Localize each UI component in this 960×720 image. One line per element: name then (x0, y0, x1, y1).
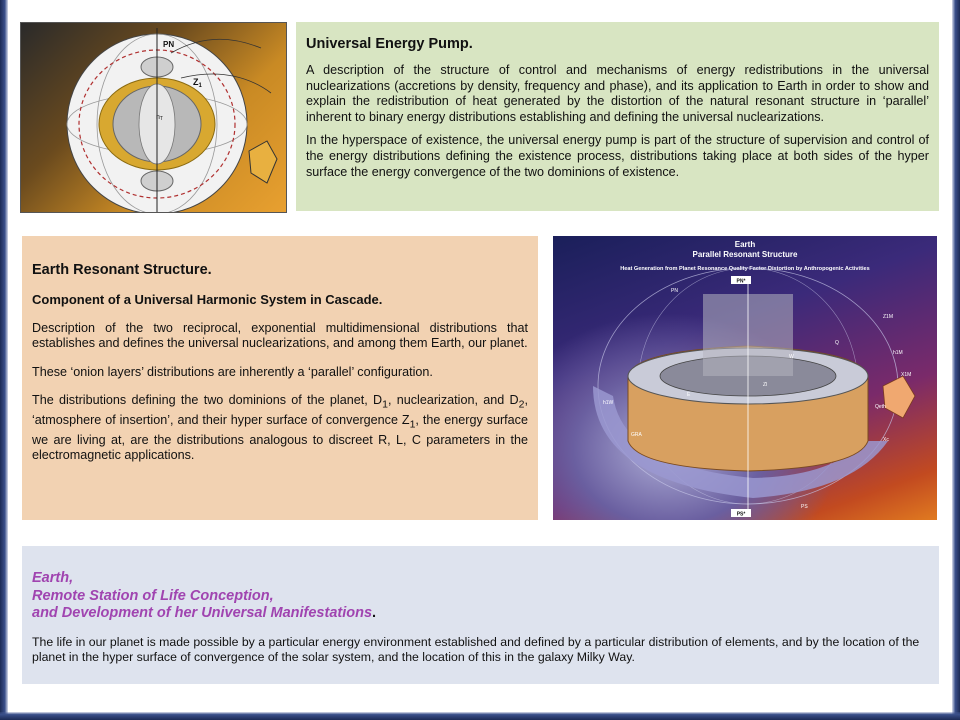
energy-pump-diagram (20, 22, 287, 213)
figure-label-ps-bottom: PS* (736, 511, 746, 518)
figure-label-e: E (687, 392, 691, 398)
earth-life-title-line-3-text: and Development of her Universal Manifestations (32, 605, 373, 621)
figure-label-x1m: X1M (901, 372, 912, 378)
earth-resonant-title: Earth Resonant Structure. (32, 262, 212, 278)
figure-label-zl: Zl (763, 382, 768, 388)
p3-sub-d1: 1 (382, 398, 388, 411)
earth-resonant-paragraph-3 (32, 393, 528, 464)
pump-label-n-sub: T (159, 116, 163, 122)
figure-title-2: Parallel Resonant Structure (692, 250, 798, 259)
p3-sub-d2: 2 (518, 398, 525, 411)
earth-life-title-line-1: Earth, (32, 570, 74, 586)
figure-label-ps: PS (801, 504, 808, 510)
energy-pump-panel (296, 22, 939, 211)
figure-subtitle: Heat Generation from Planet Resonance Quality Factor Distortion by Anthropogenic Activities (620, 266, 870, 272)
earth-resonant-paragraph-1: Description of the two reciprocal, exponential multidimensional distributions that establishes and defines the universal nuclearizations, and among them Earth, our planet. (32, 321, 528, 351)
figure-label-q: Q (835, 340, 839, 346)
earth-life-title-period: . (372, 605, 377, 621)
energy-pump-title: Universal Energy Pump. (306, 36, 473, 52)
pump-label-n-main: n (156, 114, 160, 121)
figure-label-qeth: Qeth (875, 404, 886, 410)
p3-text-a: The distributions defining the two dominions of the planet, D (32, 393, 383, 408)
earth-resonant-svg (553, 236, 937, 520)
earth-life-paragraph: The life in our planet is made possible by a particular energy environment established and defined by a particular distribution of elements, and by the location of the planet in the hyper surface of convergence of the solar system, and the location of this in the galaxy Milky Way. (32, 634, 920, 665)
earth-life-panel (22, 546, 939, 684)
energy-pump-svg (21, 23, 287, 213)
earth-life-title-line-3 (32, 605, 929, 623)
p3-text-d: , the energy surface we are living at, are the distributions analogous to discreet R, L, C parameters in the electromagnetic applications. (32, 413, 528, 463)
pump-label-z1-main: Z (193, 77, 199, 87)
earth-life-title (32, 570, 929, 623)
p3-text-c: , ‘atmosphere of insertion’, and their hyper surface of convergence Z (32, 393, 528, 428)
earth-resonant-panel (22, 236, 538, 520)
bottom-frame-edge (0, 712, 960, 720)
pump-label-z1-sub: 1 (198, 83, 202, 89)
energy-pump-paragraph-2: In the hyperspace of existence, the universal energy pump is part of the structure of supervision and control of the energy distributions defining the existence process, distributions taking place at both sides of the hyper surface the energy convergence of the two dominions of existence. (306, 133, 929, 179)
pump-label-n (156, 114, 163, 122)
p3-sub-z1: 1 (409, 418, 416, 431)
earth-resonant-subtitle: Component of a Universal Harmonic System in Cascade. (32, 292, 383, 307)
figure-title-1: Earth (734, 240, 756, 249)
p3-text-b: , nuclearization, and D (387, 393, 519, 408)
pump-label-pn: PN (163, 40, 175, 49)
energy-pump-paragraph-1: A description of the structure of control and mechanisms of energy redistributions in the universal nuclearizations (accretions by density, frequency and phase), and its application to Earth in order to show and explain the redistribution of heat generated by the distortion of the natural resonant structure in ‘parallel’ inherent to binary energy distributions establishing and defining the universal nuclearizations. (306, 63, 929, 124)
right-frame-edge (952, 0, 960, 720)
figure-label-pn: PN (671, 288, 678, 294)
earth-life-title-line-2: Remote Station of Life Conception, (32, 587, 274, 604)
figure-label-gra: GRA (631, 432, 642, 438)
figure-label-h1m: h1M (893, 350, 903, 356)
figure-label-h1w: h1W (603, 400, 614, 406)
left-frame-edge (0, 0, 8, 720)
earth-resonant-figure (553, 236, 937, 520)
figure-arrow-icon (883, 376, 915, 418)
pump-arrow-icon (249, 141, 277, 183)
figure-label-xc: Xc (883, 437, 889, 443)
earth-resonant-paragraph-2: These ‘onion layers’ distributions are inherently a ‘parallel’ configuration. (32, 364, 433, 379)
figure-label-w: W (789, 354, 794, 360)
figure-label-z1m: Z1M (883, 314, 893, 320)
figure-label-pn-top: PN* (736, 278, 746, 285)
